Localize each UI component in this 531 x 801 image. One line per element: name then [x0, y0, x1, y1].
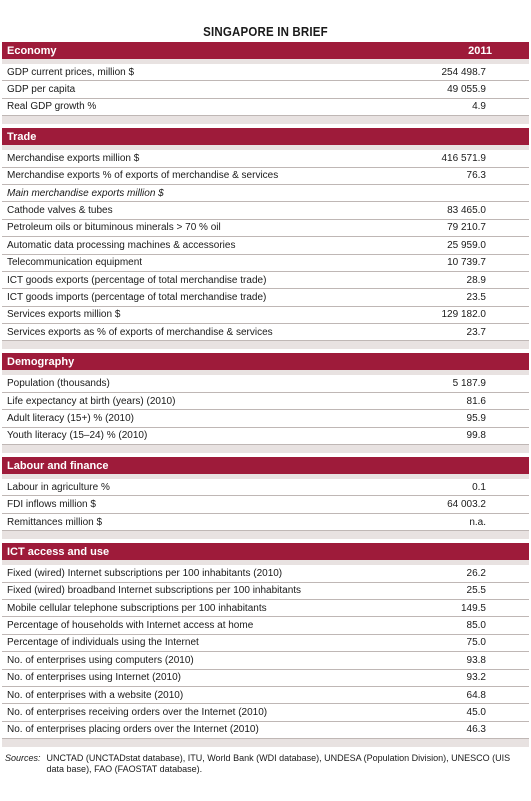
section-ict-access-and-use — [2, 543, 529, 747]
row-label: Population (thousands) — [7, 378, 110, 390]
row-label: Petroleum oils or bituminous minerals > 70 % oil — [7, 222, 221, 234]
table-row — [2, 617, 529, 634]
row-label: Percentage of households with Internet access at home — [7, 620, 254, 632]
table-row — [2, 393, 529, 410]
section-header — [2, 42, 529, 64]
table-row — [2, 289, 529, 306]
section-title: Demography — [7, 355, 75, 368]
row-value: 25 959.0 — [447, 239, 486, 251]
row-value: 81.6 — [466, 395, 486, 407]
section-header — [2, 128, 529, 150]
row-label: Youth literacy (15–24) % (2010) — [7, 430, 148, 442]
row-label: Telecommunication equipment — [7, 257, 143, 269]
row-value: n.a. — [469, 516, 486, 528]
table-row — [2, 324, 529, 341]
section-economy — [2, 42, 529, 124]
table-row — [2, 635, 529, 652]
row-label: No. of enterprises using Internet (2010) — [7, 672, 181, 684]
section-labour-and-finance — [2, 457, 529, 539]
table-row — [2, 722, 529, 739]
row-label: Real GDP growth % — [7, 101, 97, 113]
row-value: 5 187.9 — [452, 378, 486, 390]
row-value: 416 571.9 — [441, 152, 486, 164]
table-row — [2, 375, 529, 392]
row-value: 64 003.2 — [447, 499, 486, 511]
row-label: Services exports as % of exports of merchandise & services — [7, 326, 273, 338]
row-label: Services exports million $ — [7, 309, 121, 321]
sources-note — [5, 753, 527, 775]
sources-text: UNCTAD (UNCTADstat database), ITU, World Bank (WDI database), UNDESA (Population Division), UNESCO (UIS data base), FAO (FAOSTAT database). — [46, 753, 511, 775]
table-row — [2, 307, 529, 324]
section-header — [2, 353, 529, 375]
table-row — [2, 704, 529, 721]
row-value: 0.1 — [472, 481, 486, 493]
row-label: Remittances million $ — [7, 516, 103, 528]
table-row — [2, 652, 529, 669]
section-title: Labour and finance — [7, 459, 109, 472]
row-value: 4.9 — [472, 101, 486, 113]
row-value: 23.7 — [466, 326, 486, 338]
row-label: Cathode valves & tubes — [7, 205, 113, 217]
table-row — [2, 237, 529, 254]
row-value: 10 739.7 — [447, 257, 486, 269]
table-row — [2, 670, 529, 687]
section-title: Trade — [7, 130, 37, 143]
table-row — [2, 99, 529, 116]
section-title: ICT access and use — [7, 545, 110, 558]
section-divider — [2, 341, 529, 349]
row-label: Percentage of individuals using the Internet — [7, 637, 199, 649]
table-subheading — [2, 185, 529, 202]
row-value: 149.5 — [460, 602, 486, 614]
row-label: ICT goods exports (percentage of total merchandise trade) — [7, 274, 267, 286]
row-label: Adult literacy (15+) % (2010) — [7, 412, 135, 424]
row-label: FDI inflows million $ — [7, 499, 96, 511]
section-divider — [2, 531, 529, 539]
section-title: Economy — [7, 44, 57, 57]
row-value: 93.8 — [466, 654, 486, 666]
row-value: 26.2 — [466, 567, 486, 579]
row-value: 64.8 — [466, 689, 486, 701]
table-row — [2, 583, 529, 600]
row-value: 25.5 — [466, 585, 486, 597]
row-label: GDP per capita — [7, 84, 76, 96]
table-row — [2, 687, 529, 704]
row-value: 93.2 — [466, 672, 486, 684]
table-row — [2, 496, 529, 513]
section-trade — [2, 128, 529, 349]
row-label: Merchandise exports % of exports of merchandise & services — [7, 170, 279, 182]
row-label: Automatic data processing machines & accessories — [7, 239, 236, 251]
table-row — [2, 255, 529, 272]
section-header — [2, 543, 529, 565]
row-label: Fixed (wired) broadband Internet subscriptions per 100 inhabitants — [7, 585, 302, 597]
row-value: 28.9 — [466, 274, 486, 286]
table-row — [2, 202, 529, 219]
table-row — [2, 565, 529, 582]
row-label: Merchandise exports million $ — [7, 152, 140, 164]
row-value: 254 498.7 — [441, 66, 486, 78]
table-row — [2, 64, 529, 81]
row-label: ICT goods imports (percentage of total merchandise trade) — [7, 291, 267, 303]
row-value: 79 210.7 — [447, 222, 486, 234]
section-demography — [2, 353, 529, 453]
row-label: No. of enterprises using computers (2010) — [7, 654, 194, 666]
table-row — [2, 168, 529, 185]
country-brief-page — [0, 22, 531, 775]
row-label: Fixed (wired) Internet subscriptions per 100 inhabitants (2010) — [7, 567, 283, 579]
sources-lead: Sources: — [5, 753, 41, 764]
table-row — [2, 272, 529, 289]
row-label: Main merchandise exports million $ — [7, 187, 164, 199]
table-row — [2, 514, 529, 531]
row-value: 49 055.9 — [447, 84, 486, 96]
table-row — [2, 81, 529, 98]
page-title: SINGAPORE IN BRIEF — [203, 25, 328, 39]
section-header — [2, 457, 529, 479]
table-row — [2, 150, 529, 167]
table-row — [2, 479, 529, 496]
table-row — [2, 410, 529, 427]
row-value: 75.0 — [466, 637, 486, 649]
table-row — [2, 220, 529, 237]
section-divider — [2, 116, 529, 124]
row-value: 129 182.0 — [441, 309, 486, 321]
table-row — [2, 428, 529, 445]
row-label: Life expectancy at birth (years) (2010) — [7, 395, 176, 407]
row-label: No. of enterprises with a website (2010) — [7, 689, 184, 701]
row-value: 99.8 — [466, 430, 486, 442]
row-label: No. of enterprises placing orders over the Internet (2010) — [7, 724, 259, 736]
section-divider — [2, 445, 529, 453]
row-value: 85.0 — [466, 620, 486, 632]
row-value: 46.3 — [466, 724, 486, 736]
section-year: 2011 — [468, 44, 492, 57]
row-value: 23.5 — [466, 291, 486, 303]
row-label: No. of enterprises receiving orders over the Internet (2010) — [7, 707, 268, 719]
row-label: Labour in agriculture % — [7, 481, 110, 493]
row-value: 95.9 — [466, 412, 486, 424]
row-value: 83 465.0 — [447, 205, 486, 217]
section-divider — [2, 739, 529, 747]
row-value: 76.3 — [466, 170, 486, 182]
row-label: GDP current prices, million $ — [7, 66, 135, 78]
sections-container — [0, 42, 531, 747]
row-label: Mobile cellular telephone subscriptions per 100 inhabitants — [7, 602, 267, 614]
row-value: 45.0 — [466, 707, 486, 719]
table-row — [2, 600, 529, 617]
